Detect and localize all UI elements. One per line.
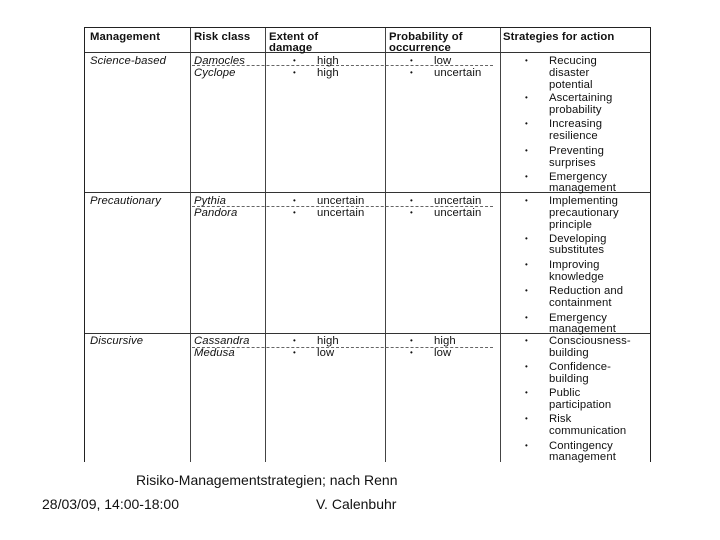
strategy-line: Public [549,387,581,399]
risk-class-name: Damocles [194,55,246,67]
management-type: Discursive [90,335,144,347]
bullet-icon: • [525,146,528,155]
header-risk-class: Risk class [194,31,251,43]
strategy-line: Preventing [549,145,605,157]
bullet-icon: • [525,196,528,205]
bullet-icon: • [293,68,296,77]
strategy-line: probability [549,104,602,116]
management-type: Precautionary [90,195,162,207]
figure-caption: Risiko-Managementstrategien; nach Renn [136,472,398,488]
bullet-icon: • [410,68,413,77]
strategy-line: Developing [549,233,607,245]
strategy-line: Increasing [549,118,603,130]
bullet-icon: • [293,196,296,205]
bullet-icon: • [293,208,296,217]
risk-class-name: Pandora [194,207,238,219]
strategy-line: management [549,182,616,194]
strategy-line: building [549,347,589,359]
probability-value: high [434,335,456,347]
header-probability-line2: occurrence [389,42,451,54]
bullet-icon: • [525,313,528,322]
extent-value: high [317,67,339,79]
footer-author: V. Calenbuhr [316,496,397,512]
strategy-line: principle [549,219,592,231]
column-divider [265,28,266,462]
bullet-icon: • [293,56,296,65]
bullet-icon: • [525,260,528,269]
strategy-line: communication [549,425,627,437]
risk-management-table [84,27,651,462]
strategy-line: potential [549,79,593,91]
column-divider [385,28,386,462]
strategy-line: Reduction and [549,285,624,297]
header-extent-line1: Extent of [269,31,319,43]
column-divider [500,28,501,462]
extent-value: low [317,347,335,359]
bullet-icon: • [293,348,296,357]
strategy-line: Improving [549,259,600,271]
bullet-icon: • [525,362,528,371]
bullet-icon: • [410,348,413,357]
header-management: Management [90,31,161,43]
probability-value: uncertain [434,67,482,79]
strategy-line: substitutes [549,244,605,256]
bullet-icon: • [525,336,528,345]
bullet-icon: • [410,196,413,205]
strategy-line: Implementing [549,195,619,207]
risk-class-name: Medusa [194,347,235,359]
risk-class-name: Cyclope [194,67,236,79]
bullet-icon: • [293,336,296,345]
header-rule [85,52,650,53]
strategy-line: knowledge [549,271,604,283]
risk-class-name: Cassandra [194,335,250,347]
strategy-line: Ascertaining [549,92,613,104]
bullet-icon: • [525,441,528,450]
strategy-line: surprises [549,157,596,169]
bullet-icon: • [525,172,528,181]
bullet-icon: • [525,388,528,397]
strategy-line: Risk [549,413,572,425]
strategy-line: disaster [549,67,590,79]
extent-value: high [317,335,339,347]
strategy-line: resilience [549,130,598,142]
bullet-icon: • [525,93,528,102]
strategy-line: Confidence- [549,361,612,373]
bullet-icon: • [410,336,413,345]
strategy-line: Emergency [549,312,608,324]
strategy-line: Contingency [549,440,613,452]
strategy-line: precautionary [549,207,619,219]
bullet-icon: • [525,119,528,128]
header-probability-line1: Probability of [389,31,463,43]
strategy-line: participation [549,399,612,411]
strategy-line: building [549,373,589,385]
strategy-line: Recucing [549,55,597,67]
probability-value: uncertain [434,207,482,219]
probability-value: uncertain [434,195,482,207]
extent-value: high [317,55,339,67]
bullet-icon: • [410,56,413,65]
bullet-icon: • [410,208,413,217]
strategy-line: management [549,451,616,463]
management-type: Science-based [90,55,167,67]
probability-value: low [434,347,452,359]
strategy-line: management [549,323,616,335]
probability-value: low [434,55,452,67]
column-divider [190,28,191,462]
footer-date: 28/03/09, 14:00-18:00 [42,496,180,512]
extent-value: uncertain [317,195,365,207]
risk-class-name: Pythia [194,195,226,207]
bullet-icon: • [525,414,528,423]
bullet-icon: • [525,234,528,243]
strategy-line: Emergency [549,171,608,183]
strategy-line: containment [549,297,612,309]
extent-value: uncertain [317,207,365,219]
strategy-line: Consciousness- [549,335,631,347]
bullet-icon: • [525,286,528,295]
header-extent-line2: damage [269,42,313,54]
header-strategies: Strategies for action [503,31,615,43]
bullet-icon: • [525,56,528,65]
